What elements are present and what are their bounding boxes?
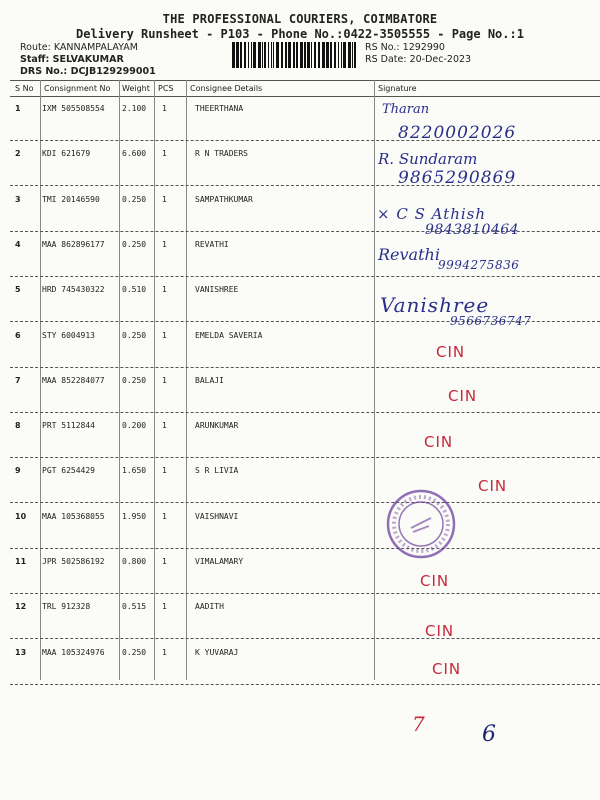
stamp-seal-icon	[385, 488, 457, 560]
row-weight: 0.250	[122, 240, 147, 249]
signature-4-phone: 9994275836	[438, 258, 520, 272]
barcode-image	[232, 42, 358, 68]
row-pcs: 1	[162, 149, 167, 158]
row-consignment: JPR 502586192	[42, 557, 105, 566]
col-pcs: PCS	[158, 84, 174, 93]
signature-5-name: Vanishree	[380, 293, 490, 317]
company-title: THE PROFESSIONAL COURIERS, COIMBATORE	[162, 12, 438, 26]
row-consignment: HRD 745430322	[42, 285, 105, 294]
row-consignment: PRT 5112844	[42, 421, 95, 430]
col-consignment: Consignment No	[44, 84, 111, 93]
row-pcs: 1	[162, 466, 167, 475]
signature-1-phone: 8220002026	[398, 123, 517, 143]
row-consignment: STY 6004913	[42, 331, 95, 340]
row-divider	[10, 593, 600, 594]
runsheet-subtitle: Delivery Runsheet - P103 - Phone No.:0422-3505555 - Page No.:1	[76, 27, 524, 41]
row-consignment: MAA 105324976	[42, 648, 105, 657]
row-consignee: VAISHNAVI	[195, 512, 239, 521]
row-consignment: IXM 505508554	[42, 104, 105, 113]
row-pcs: 1	[162, 602, 167, 611]
row-pcs: 1	[162, 648, 167, 657]
row-weight: 0.515	[122, 602, 147, 611]
row-weight: 6.600	[122, 149, 147, 158]
row-sno: 11	[15, 557, 27, 566]
row-sno: 13	[15, 648, 27, 657]
row-consignee: BALAJI	[195, 376, 224, 385]
row-sno: 10	[15, 512, 27, 521]
row-pcs: 1	[162, 285, 167, 294]
row-sno: 7	[15, 376, 21, 385]
col-divider	[40, 80, 41, 680]
row-weight: 0.250	[122, 195, 147, 204]
row-weight: 1.950	[122, 512, 147, 521]
row-pcs: 1	[162, 104, 167, 113]
row-consignee: K YUVARAJ	[195, 648, 239, 657]
col-divider	[119, 80, 120, 680]
staff-line	[20, 54, 124, 65]
row-pcs: 1	[162, 512, 167, 521]
row-sno: 3	[15, 195, 21, 204]
drs-label: DRS No.:	[20, 66, 68, 77]
route-label: Route:	[20, 42, 51, 53]
row-consignment: MAA 105368055	[42, 512, 105, 521]
cin-mark-6: CIN	[436, 343, 466, 361]
drs-line	[20, 66, 156, 77]
row-consignee: REVATHI	[195, 240, 229, 249]
cin-mark-9: CIN	[478, 477, 508, 495]
row-sno: 8	[15, 421, 21, 430]
row-divider	[10, 684, 600, 685]
row-consignee: EMELDA SAVERIA	[195, 331, 263, 340]
row-pcs: 1	[162, 421, 167, 430]
row-divider	[10, 367, 600, 368]
row-consignee: THEERTHANA	[195, 104, 244, 113]
row-consignee: AADITH	[195, 602, 224, 611]
col-weight: Weight	[122, 84, 150, 93]
staff-value: SELVAKUMAR	[52, 54, 124, 65]
row-divider	[10, 412, 600, 413]
rs-date-line	[365, 54, 471, 65]
signature-3-name: × C S Athish	[377, 205, 487, 223]
row-pcs: 1	[162, 331, 167, 340]
route-line	[20, 42, 138, 53]
signature-2-phone: 9865290869	[398, 168, 517, 188]
cin-mark-8: CIN	[424, 433, 454, 451]
cin-mark-11: CIN	[420, 572, 450, 590]
row-sno: 6	[15, 331, 21, 340]
row-consignee: VANISHREE	[195, 285, 239, 294]
col-signature: Signature	[378, 84, 417, 93]
staff-label: Staff:	[20, 54, 50, 65]
signature-4-name: Revathi	[378, 245, 440, 264]
row-weight: 0.250	[122, 648, 147, 657]
row-consignment: MAA 862896177	[42, 240, 105, 249]
cin-mark-13: CIN	[432, 660, 462, 678]
row-divider	[10, 276, 600, 277]
row-consignee: S R LIVIA	[195, 466, 239, 475]
row-consignment: KDI 621679	[42, 149, 91, 158]
drs-value: DCJB129299001	[70, 66, 156, 77]
row-consignment: MAA 852284077	[42, 376, 105, 385]
signature-3-phone: 9843810464	[425, 222, 520, 238]
row-pcs: 1	[162, 240, 167, 249]
table-top-border	[10, 80, 600, 81]
delivered-count: 7	[412, 712, 425, 736]
col-sno: S No	[15, 84, 34, 93]
cin-mark-7: CIN	[448, 387, 478, 405]
row-divider	[10, 502, 600, 503]
rs-no-value: 1292990	[402, 42, 445, 53]
row-sno: 9	[15, 466, 21, 475]
row-divider	[10, 548, 600, 549]
signature-2-name: R. Sundaram	[378, 150, 478, 168]
row-sno: 5	[15, 285, 21, 294]
row-consignment: PGT 6254429	[42, 466, 95, 475]
rs-date-label: RS Date:	[365, 54, 407, 65]
row-divider	[10, 457, 600, 458]
col-divider	[374, 80, 375, 680]
row-divider	[10, 638, 600, 639]
row-consignee: SAMPATHKUMAR	[195, 195, 253, 204]
returned-count: 6	[482, 722, 496, 747]
col-consignee: Consignee Details	[190, 84, 263, 93]
row-weight: 1.650	[122, 466, 147, 475]
row-sno: 1	[15, 104, 21, 113]
row-weight: 0.200	[122, 421, 147, 430]
row-weight: 0.250	[122, 376, 147, 385]
row-sno: 12	[15, 602, 27, 611]
row-pcs: 1	[162, 557, 167, 566]
row-pcs: 1	[162, 195, 167, 204]
rs-date-value: 20-Dec-2023	[409, 54, 472, 65]
row-sno: 2	[15, 149, 21, 158]
row-consignee: ARUNKUMAR	[195, 421, 239, 430]
row-consignee: VIMALAMARY	[195, 557, 244, 566]
rs-no-label: RS No.:	[365, 42, 400, 53]
header-bottom-border	[10, 96, 600, 97]
row-weight: 0.250	[122, 331, 147, 340]
col-divider	[154, 80, 155, 680]
rs-no-line	[365, 42, 445, 53]
cin-mark-12: CIN	[425, 622, 455, 640]
row-consignment: TMI 20146590	[42, 195, 100, 204]
row-consignee: R N TRADERS	[195, 149, 248, 158]
route-value: KANNAMPALAYAM	[53, 42, 138, 53]
row-pcs: 1	[162, 376, 167, 385]
signature-1-name: Tharan	[382, 102, 430, 117]
row-weight: 0.800	[122, 557, 147, 566]
row-weight: 2.100	[122, 104, 147, 113]
row-consignment: TRL 912328	[42, 602, 91, 611]
signature-5-phone: 9566736747	[450, 314, 532, 328]
row-weight: 0.510	[122, 285, 147, 294]
row-sno: 4	[15, 240, 21, 249]
col-divider	[186, 80, 187, 680]
